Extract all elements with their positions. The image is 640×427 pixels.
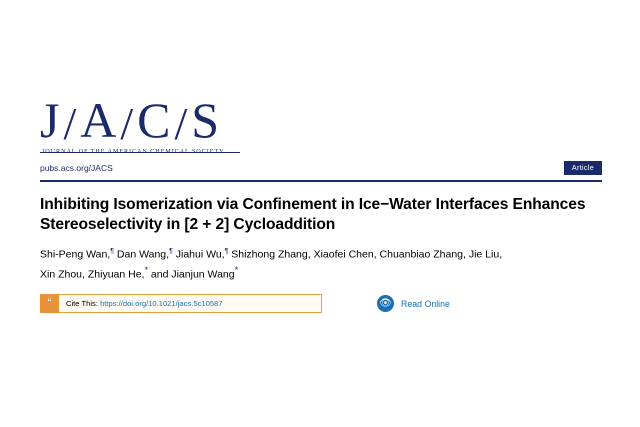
cite-doi-link[interactable]: https://doi.org/10.1021/jacs.5c10587	[100, 299, 223, 308]
author-line-2-part-2: and Jianjun Wang	[148, 268, 235, 280]
cite-this-label: Cite This:	[66, 299, 98, 308]
logo-letter-c: C	[137, 92, 172, 148]
author-line-1-part-3: Jiahui Wu,	[172, 248, 225, 261]
corresponding-mark-2: *	[234, 264, 239, 275]
jacs-wordmark	[40, 92, 602, 149]
quote-icon: “	[40, 294, 59, 313]
logo-underline	[40, 152, 240, 153]
cite-this-text	[59, 299, 223, 308]
author-affil-mark-2: ¶	[169, 248, 173, 255]
author-line-1-part-2: Dan Wang,	[114, 248, 170, 261]
author-line-2-part-1: Xin Zhou, Zhiyuan He,	[40, 268, 145, 280]
logo-letter-j: J	[40, 92, 61, 148]
logo-slash-2: /	[120, 98, 135, 149]
article-header	[40, 92, 602, 313]
header-divider	[40, 180, 602, 182]
author-line-1-part-1: Shi-Peng Wan,	[40, 248, 111, 261]
author-line-1-part-4: Shizhong Zhang, Xiaofei Chen, Chuanbiao Zhang, Jie Liu,	[228, 248, 503, 261]
journal-logo	[40, 92, 602, 155]
logo-slash-3: /	[174, 98, 189, 149]
corresponding-mark-1: *	[144, 264, 148, 275]
author-affil-mark-3: ¶	[224, 248, 229, 255]
read-online-icon: 👁	[377, 295, 394, 312]
author-affil-mark-1: ¶	[110, 248, 114, 255]
header-topbar	[40, 161, 602, 179]
read-online-button[interactable]	[377, 295, 450, 312]
logo-slash-1: /	[63, 98, 78, 149]
logo-letter-a: A	[80, 92, 118, 148]
journal-url[interactable]: pubs.acs.org/JACS	[40, 163, 113, 173]
read-online-label: Read Online	[401, 298, 450, 309]
citation-row	[40, 294, 602, 313]
article-type-badge: Article	[564, 161, 602, 175]
cite-this-box[interactable]	[40, 294, 322, 313]
page-title: Inhibiting Isomerization via Confinement in Ice−Water Interfaces Enhances Stereoselectivity in [2 + 2] Cycloaddition	[40, 196, 586, 233]
logo-letter-s: S	[191, 92, 221, 148]
author-list	[40, 244, 602, 282]
